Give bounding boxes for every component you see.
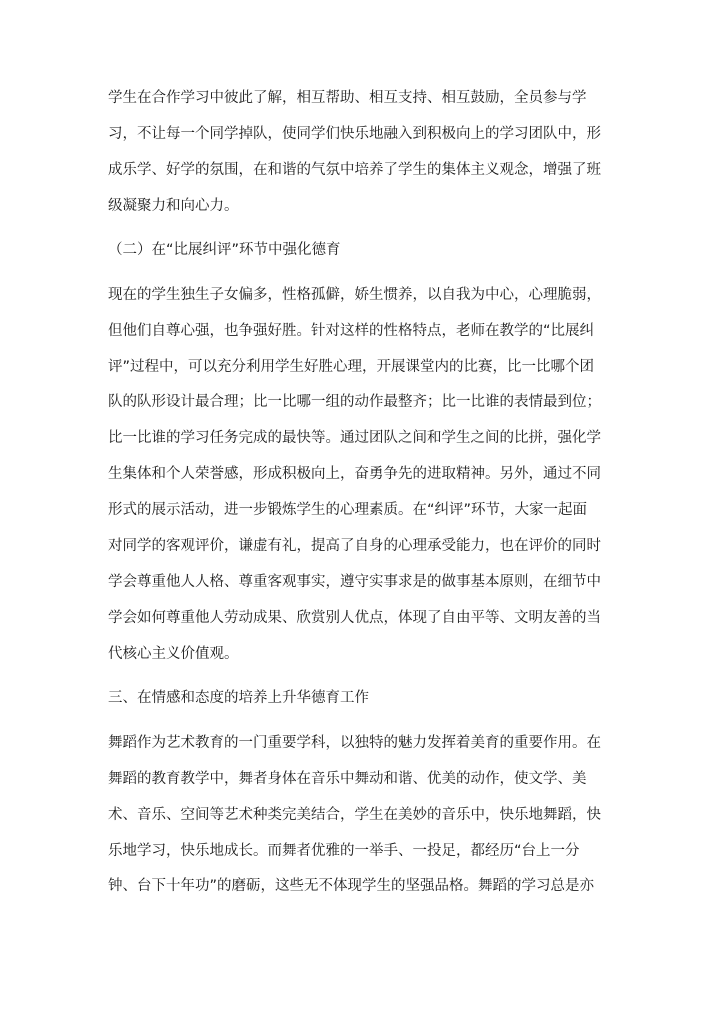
body-text-line: 术、音乐、空间等艺术种类完美结合，学生在美妙的音乐中，快乐地舞蹈，快 (108, 807, 601, 823)
body-text-line: 成乐学、好学的氛围，在和谐的气氛中培养了学生的集体主义观念，增强了班 (108, 162, 601, 178)
body-text-line: 评”过程中，可以充分利用学生好胜心理，开展课堂内的比赛，比一比哪个团 (108, 359, 595, 375)
body-text-line: 对同学的客观评价，谦虚有礼，提高了自身的心理承受能力，也在评价的同时 (108, 538, 601, 554)
body-text-line: 学生在合作学习中彼此了解，相互帮助、相互支持、相互鼓励，全员参与学 (108, 90, 587, 106)
body-text-line: 钟、台下十年功”的磨砺，这些无不体现学生的坚强品格。舞蹈的学习总是亦 (108, 878, 595, 894)
body-text-line: 形式的展示活动，进一步锻炼学生的心理素质。在“纠评”环节，大家一起面 (108, 502, 588, 518)
body-text-line: 学会尊重他人人格、尊重客观事实，遵守实事求是的做事基本原则，在细节中 (108, 574, 601, 590)
body-text-line: 舞蹈的教育教学中，舞者身体在音乐中舞动和谐、优美的动作，使文学、美 (108, 771, 587, 787)
body-text-line: 乐地学习，快乐地成长。而舞者优雅的一举手、一投足，都经历“台上一分 (108, 843, 580, 859)
body-text-line: 生集体和个人荣誉感，形成积极向上，奋勇争先的进取精神。另外，通过不同 (108, 466, 601, 482)
body-text-line: 学会如何尊重他人劳动成果、欣赏别人优点，体现了自由平等、文明友善的当 (108, 610, 601, 626)
body-text-line: 比一比谁的学习任务完成的最快等。通过团队之间和学生之间的比拼，强化学 (108, 430, 601, 446)
body-text-line: 但他们自尊心强，也争强好胜。针对这样的性格特点，老师在教学的“比展纠 (108, 323, 595, 339)
body-text-line: 舞蹈作为艺术教育的一门重要学科，以独特的魅力发挥着美育的重要作用。在 (108, 735, 601, 751)
body-text-line: 队的队形设计最合理；比一比哪一组的动作最整齐；比一比谁的表情最到位； (108, 394, 601, 410)
body-text-line: 代核心主义价值观。 (108, 646, 239, 662)
body-text-line: 习，不让每一个同学掉队，使同学们快乐地融入到积极向上的学习团队中，形 (108, 126, 601, 142)
section-heading: 三、在情感和态度的培养上升华德育工作 (108, 690, 369, 706)
body-text-line: 级凝聚力和向心力。 (108, 198, 239, 214)
section-heading: （二）在“比展纠评”环节中强化德育 (108, 242, 341, 258)
body-text-line: 现在的学生独生子女偏多，性格孤僻，娇生惯养，以自我为中心，心理脆弱， (108, 287, 601, 303)
